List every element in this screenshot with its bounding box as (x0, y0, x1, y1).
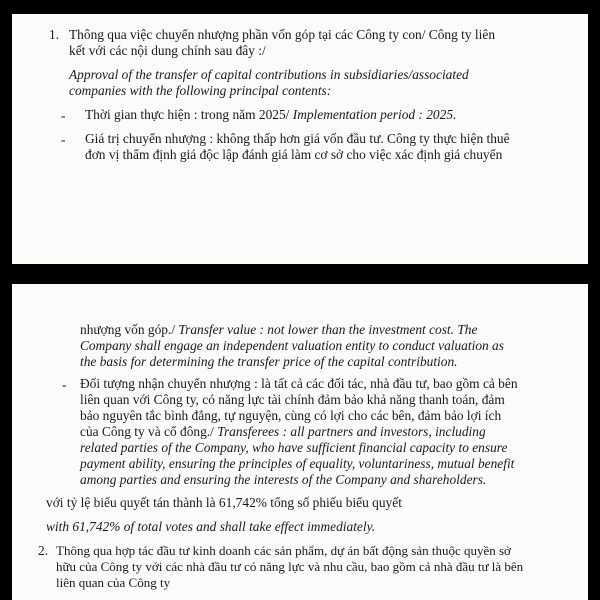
continuation-line (80, 322, 477, 337)
bullet-dash: - (61, 108, 66, 123)
bullet-dash: - (62, 377, 67, 392)
item2-line: hữu của Công ty với các nhà đầu tư có năng lực và nhu cầu, bao gồm cả nhà đầu tư là bên (56, 559, 524, 574)
bullet-value-line: đơn vị thẩm định giá độc lập đánh giá làm cơ sở cho việc xác định giá chuyển (85, 147, 503, 162)
bullet-period-line (85, 107, 456, 122)
bullet-value-line: Giá trị chuyển nhượng : không thấp hơn giá vốn đầu tư. Công ty thực hiện thuê (85, 131, 510, 146)
document-page-bottom (12, 284, 588, 600)
transferees-vi-line: bảo nguyên tắc bình đẳng, tự nguyện, cùng có lợi cho các bên, đảm bảo lợi ích (80, 408, 502, 423)
continuation-line: the basis for determining the transfer price of the capital contribution. (80, 354, 458, 369)
transferees-vi-line: Đối tượng nhận chuyển nhượng : là tất cả các đối tác, nhà đầu tư, bao gồm cả bên (80, 376, 518, 391)
transferees-vi-line: liên quan với Công ty, có năng lực tài chính đảm bảo khả năng thanh toán, đảm (80, 392, 505, 407)
heading-vi-line: kết với các nội dung chính sau đây :/ (69, 43, 266, 58)
vote-result-en: with 61,742% of total votes and shall take effect immediately. (46, 519, 376, 534)
item-number: 2. (38, 543, 49, 558)
item-number: 1. (49, 27, 60, 42)
bullet-period-en: Implementation period : 2025. (292, 107, 457, 122)
transferees-en-line: payment ability, ensuring the principles of equality, voluntariness, mutual benefit (80, 456, 515, 471)
document-page-top (12, 14, 588, 264)
bullet-period-vi: Thời gian thực hiện : trong năm 2025/ (85, 107, 293, 122)
heading-en-line: companies with the following principal contents: (69, 83, 332, 98)
transferees-en-line: related parties of the Company, who have sufficient financial capacity to ensure (80, 440, 508, 455)
heading-en-line: Approval of the transfer of capital contributions in subsidiaries/associated (69, 67, 469, 82)
transferees-en-line: among parties and ensuring the interests of the Company and shareholders. (80, 472, 487, 487)
continuation-line: Company shall engage an independent valuation entity to conduct valuation as (80, 338, 504, 353)
continuation-vi: nhượng vốn góp./ (80, 322, 179, 337)
transferees-vi: của Công ty và cổ đông./ (80, 424, 218, 439)
vote-result-vi: với tỷ lệ biểu quyết tán thành là 61,742% tổng số phiếu biểu quyết (46, 495, 402, 510)
continuation-en: Transfer value : not lower than the investment cost. The (178, 322, 478, 337)
transferees-mixed-line (80, 424, 486, 439)
bullet-dash: - (61, 132, 66, 147)
item2-line: Thông qua hợp tác đầu tư kinh doanh các sản phẩm, dự án bất động sản thuộc quyền sở (56, 543, 511, 558)
heading-vi-line: Thông qua việc chuyển nhượng phần vốn góp tại các Công ty con/ Công ty liên (69, 27, 496, 42)
item2-line: liên quan của Công ty (56, 575, 171, 590)
transferees-en: Transferees : all partners and investors, including (217, 424, 486, 439)
